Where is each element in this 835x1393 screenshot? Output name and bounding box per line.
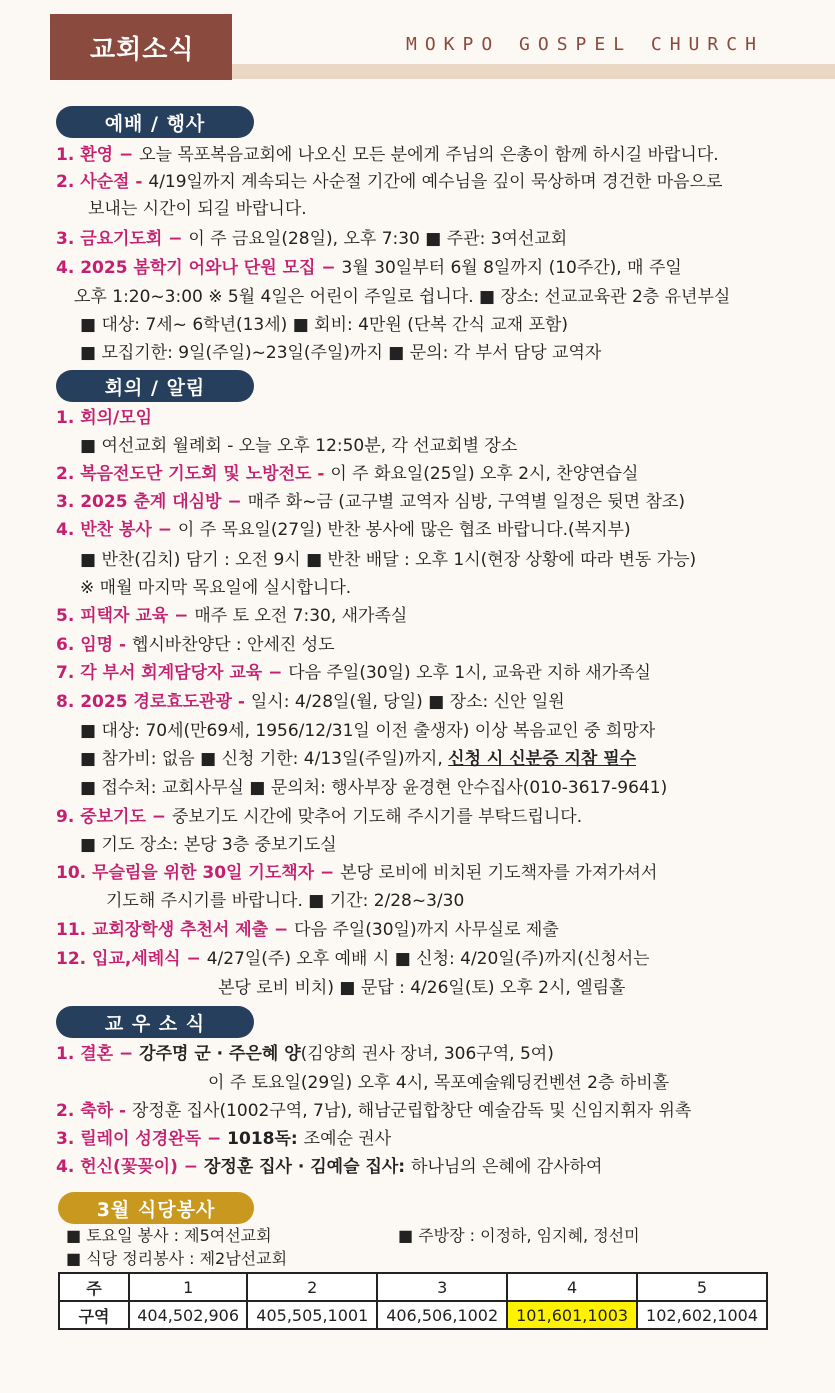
table-week-5: 5 [637,1273,767,1301]
table-row [59,1301,767,1329]
meeting-item-1: 1. 회의/모임 [56,408,153,428]
page-header [0,0,835,82]
meeting-item-9: 9. 중보기도 − 중보기도 시간에 맞추어 기도해 주시기를 부탁드립니다. [56,807,583,827]
meeting-item-6: 6. 임명 - 헵시바찬양단 : 안세진 성도 [56,635,335,655]
meeting-item-8: 8. 2025 경로효도관광 - 일시: 4/28일(월, 당일) ■ 장소: 신안 일원 [56,692,565,712]
table-label-district: 구역 [59,1301,129,1329]
meeting-item-7: 7. 각 부서 회계담당자 교육 − 다음 주일(30일) 오후 1시, 교육관 지하 새가족실 [56,663,651,683]
members-item-1-line: 이 주 토요일(29일) 오후 4시, 목포예술웨딩컨벤션 2층 하비홀 [208,1073,670,1093]
header-tab [50,14,232,80]
section-members: 교 우 소 식 [56,1006,254,1038]
table-week-3: 3 [377,1273,507,1301]
table-district-4: 101,601,1003 [507,1301,637,1329]
table-district-2: 405,505,1001 [247,1301,377,1329]
meeting-item-10: 10. 무슬림을 위한 30일 기도책자 − 본당 로비에 비치된 기도책자를 가져가셔서 [56,863,658,883]
worship-item-4-line-1: 오후 1:20~3:00 ※ 5월 4일은 어린이 주일로 쉽니다. ■ 장소: 선교교육관 2층 유년부실 [74,287,731,307]
meeting-item-1-line: ■ 여선교회 월례회 - 오늘 오후 12:50분, 각 선교회별 장소 [80,436,518,456]
members-item-1: 1. 결혼 − 강주명 군 · 주은혜 양(김양희 권사 장녀, 306구역, 5여) [56,1044,554,1064]
worship-item-3: 3. 금요기도회 − 이 주 금요일(28일), 오후 7:30 ■ 주관: 3여선교회 [56,229,568,249]
worship-item-1: 1. 환영 − 오늘 목포복음교회에 나오신 모든 분에게 주님의 은총이 함께 하시길 바랍니다. [56,145,719,165]
meeting-item-2: 2. 복음전도단 기도회 및 노방전도 - 이 주 화요일(25일) 오후 2시, 찬양연습실 [56,464,639,484]
members-item-3: 3. 릴레이 성경완독 − 1018독: 조예순 권사 [56,1129,392,1149]
section-cafeteria: 3월 식당봉사 [58,1192,254,1224]
table-district-3: 406,506,1002 [377,1301,507,1329]
meeting-item-4-line-2: ※ 매월 마지막 목요일에 실시합니다. [80,578,352,598]
meeting-item-3: 3. 2025 춘계 대심방 − 매주 화~금 (교구별 교역자 심방, 구역별 일정은 뒷면 참조) [56,492,685,512]
meeting-item-10-line: 기도해 주시기를 바랍니다. ■ 기간: 2/28~3/30 [106,891,465,911]
header-brand: MOKPO GOSPEL CHURCH [406,34,764,55]
meeting-item-12-line: 본당 로비 비치) ■ 문답 : 4/26일(토) 오후 2시, 엘림홀 [218,978,626,998]
meeting-item-4: 4. 반찬 봉사 − 이 주 목요일(27일) 반찬 봉사에 많은 협조 바랍니다.(복지부) [56,520,631,540]
meeting-item-12: 12. 입교,세례식 − 4/27일(주) 오후 예배 시 ■ 신청: 4/20일(주)까지(신청서는 [56,949,650,969]
meeting-item-5: 5. 피택자 교육 − 매주 토 오전 7:30, 새가족실 [56,606,408,626]
cafeteria-cleanup: ■ 식당 정리봉사 : 제2남선교회 [66,1249,288,1268]
meeting-item-4-line-1: ■ 반찬(김치) 담기 : 오전 9시 ■ 반찬 배달 : 오후 1시(현장 상황에 따라 변동 가능) [80,550,697,570]
header-tab-label: 교회소식 [90,34,195,65]
table-week-2: 2 [247,1273,377,1301]
worship-item-4: 4. 2025 봄학기 어와나 단원 모집 − 3월 30일부터 6월 8일까지 (10주간), 매 주일 [56,258,682,278]
worship-item-4-line-2: ■ 대상: 7세~ 6학년(13세) ■ 회비: 4만원 (단복 간식 교재 포함) [80,315,569,335]
section-meeting: 회의 / 알림 [56,370,254,402]
cafeteria-kitchen: ■ 주방장 : 이정하, 임지혜, 정선미 [398,1226,640,1245]
meeting-item-11: 11. 교회장학생 추천서 제출 − 다음 주일(30일)까지 사무실로 제출 [56,920,559,940]
members-item-2: 2. 축하 - 장정훈 집사(1002구역, 7남), 해남군립합창단 예술감독 및 신임지휘자 위촉 [56,1101,692,1121]
worship-item-2-cont: 보내는 시간이 되길 바랍니다. [88,199,307,219]
table-district-1: 404,502,906 [129,1301,247,1329]
table-row [59,1273,767,1301]
cafeteria-duty-table [58,1272,768,1330]
meeting-item-8-line-1: ■ 대상: 70세(만69세, 1956/12/31일 이전 출생자) 이상 복음교인 중 희망자 [80,721,656,741]
meeting-item-9-line: ■ 기도 장소: 본당 3층 중보기도실 [80,835,337,855]
cafeteria-saturday: ■ 토요일 봉사 : 제5여선교회 [66,1226,272,1245]
section-worship: 예배 / 행사 [56,106,254,138]
meeting-item-8-line-2: ■ 참가비: 없음 ■ 신청 기한: 4/13일(주일)까지, 신청 시 신분증 지참 필수 [80,749,637,769]
meeting-item-8-line-3: ■ 접수처: 교회사무실 ■ 문의처: 행사부장 윤경현 안수집사(010-3617-9641) [80,778,668,798]
table-week-4: 4 [507,1273,637,1301]
worship-item-2: 2. 사순절 - 4/19일까지 계속되는 사순절 기간에 예수님을 깊이 묵상하며 경건한 마음으로 [56,172,723,192]
worship-item-4-line-3: ■ 모집기한: 9일(주일)~23일(주일)까지 ■ 문의: 각 부서 담당 교역자 [80,343,602,363]
members-item-4: 4. 헌신(꽃꽂이) − 장정훈 집사 · 김예슬 집사: 하나님의 은혜에 감사하여 [56,1157,603,1177]
table-district-5: 102,602,1004 [637,1301,767,1329]
table-label-week: 주 [59,1273,129,1301]
table-week-1: 1 [129,1273,247,1301]
